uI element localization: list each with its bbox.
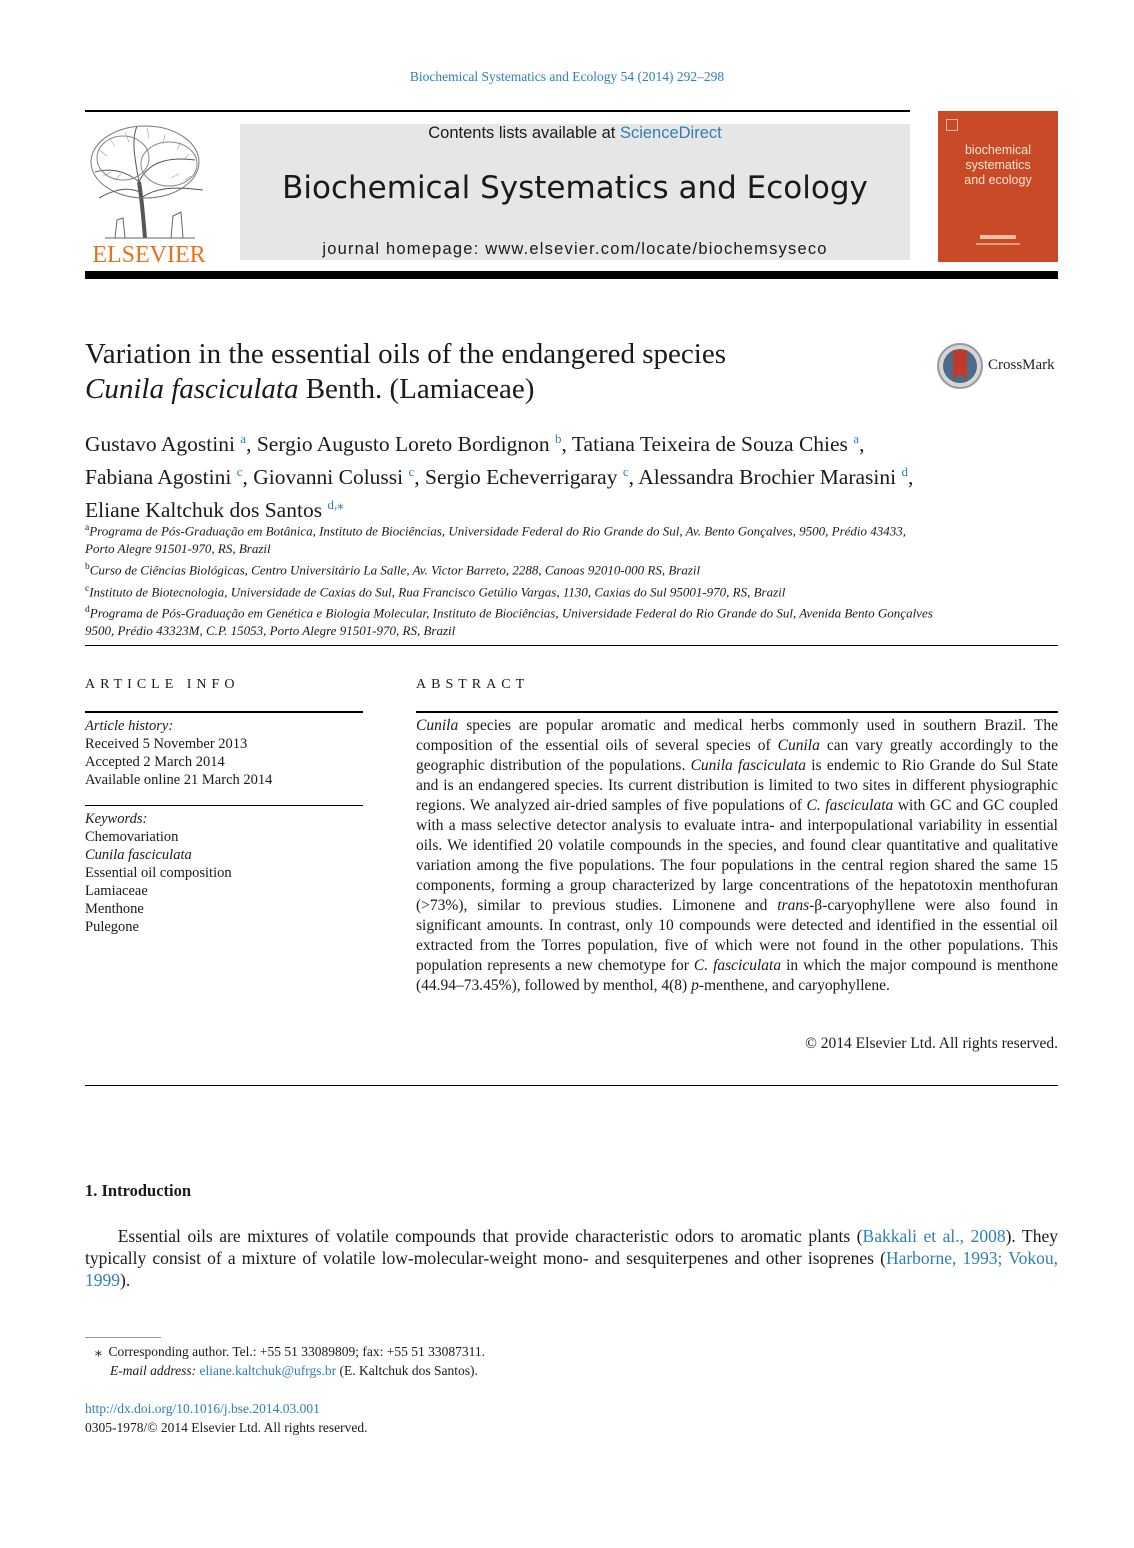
abstract-text: p xyxy=(691,977,699,994)
abstract-text: C. fasciculata xyxy=(806,797,894,814)
author-name: Fabiana Agostini xyxy=(85,465,232,490)
article-title xyxy=(85,337,915,407)
abstract-text: trans xyxy=(777,897,810,914)
abstract-text: -β-caryophyllene were also found in significant amounts. In contrast, only 10 compounds were detected and identified in the essential oil extracted from the Torres population, five of which were not found in the other populations. This population represents a new chemotype for xyxy=(416,897,1058,974)
intro-text: ). They typically consist of a mixture of volatile low-molecular-weight mono- and sesquiterpenes and other isoprenes ( xyxy=(85,1226,1058,1268)
history-label: Article history: xyxy=(85,718,174,734)
crossmark-badge[interactable] xyxy=(936,342,1061,390)
header-top-rule xyxy=(85,110,910,112)
abstract-text: Cunila xyxy=(777,737,820,754)
journal-homepage xyxy=(240,240,910,259)
affiliation-key: b xyxy=(85,562,90,573)
contents-prefix: Contents lists available at xyxy=(428,124,620,142)
abstract-text: Cunila fasciculata xyxy=(690,757,807,774)
header-thick-rule xyxy=(85,271,1058,279)
keyword-item: Cunila fasciculata xyxy=(85,847,192,863)
sciencedirect-link[interactable]: ScienceDirect xyxy=(619,124,722,142)
title-rest: Benth. (Lamiaceae) xyxy=(298,373,535,405)
email-owner: (E. Kaltchuk dos Santos). xyxy=(336,1363,478,1378)
intro-text: ). xyxy=(120,1270,131,1290)
author-name: Eliane Kaltchuk dos Santos xyxy=(85,498,323,523)
keyword-item: Lamiaceae xyxy=(85,883,148,899)
author-affiliation-mark[interactable]: c xyxy=(408,464,415,480)
affiliation-text: Programa de Pós-Graduação em Botânica, Instituto de Biociências, Universidade Federal do Rio Grande do Sul, Av. Bento Gonçalves, 9500, Prédio 43433, Porto Alegre 91501-970, RS, Brazil xyxy=(85,523,907,557)
cover-logo-icon xyxy=(946,119,958,131)
affiliation-text: Instituto de Biotecnologia, Universidade de Caxias do Sul, Rua Francisco Getúlio Vargas, 1130, Caxias do Sul 95001-970, RS, Brazil xyxy=(89,583,786,599)
doi-block xyxy=(85,1399,685,1437)
title-line: Variation in the essential oils of the endangered species xyxy=(85,338,727,370)
author-affiliation-mark[interactable]: b xyxy=(555,431,562,446)
introduction-paragraph xyxy=(85,1225,1058,1291)
cover-title xyxy=(938,143,1058,188)
corresponding-note: ⁎ Corresponding author. Tel.: +55 51 33089809; fax: +55 51 33087311. xyxy=(95,1344,486,1359)
article-info-heading: ARTICLE INFO xyxy=(85,677,240,692)
affiliation-key: c xyxy=(85,583,90,594)
affiliations xyxy=(85,519,935,640)
author-name: Giovanni Colussi xyxy=(253,465,404,490)
journal-title: Biochemical Systematics and Ecology xyxy=(282,170,868,206)
author-affiliation-mark[interactable]: c xyxy=(236,464,243,480)
elsevier-tree-icon xyxy=(85,120,213,265)
contents-line xyxy=(240,124,910,143)
author-affiliation-mark[interactable]: a xyxy=(853,431,860,446)
abstract-text: in which the major compound is menthone (44.94–73.45%), followed by menthol, 4(8) xyxy=(416,957,1058,994)
homepage-prefix: journal homepage: xyxy=(322,240,486,258)
affiliation-item xyxy=(85,519,935,558)
abstract-heading: ABSTRACT xyxy=(416,677,530,692)
elsevier-logo xyxy=(85,120,213,265)
abstract-text: species are popular aromatic and medical herbs commonly used in southern Brazil. The composition of the essential oils of several species of xyxy=(416,717,1058,754)
issn-line: 0305-1978/© 2014 Elsevier Ltd. All rights reserved. xyxy=(85,1420,368,1435)
author-affiliation-mark[interactable]: d,⁎ xyxy=(327,497,344,513)
introduction-heading: 1. Introduction xyxy=(85,1181,192,1200)
email-note xyxy=(85,1361,1058,1380)
keyword-item: Pulegone xyxy=(85,919,139,935)
author-name: Sergio Echeverrigaray xyxy=(425,465,618,490)
corresponding-text: Corresponding author. Tel.: +55 51 33089809; fax: +55 51 33087311. xyxy=(108,1344,486,1359)
cover-publisher-line xyxy=(976,243,1020,245)
homepage-url[interactable]: www.elsevier.com/locate/biochemsyseco xyxy=(485,240,828,258)
affiliation-item xyxy=(85,580,935,601)
author-affiliation-mark[interactable]: c xyxy=(622,464,629,480)
author-name: Alessandra Brochier Marasini xyxy=(638,465,897,490)
affiliation-key: d xyxy=(85,604,90,615)
crossmark-label: CrossMark xyxy=(988,357,1055,373)
affiliation-text: Curso de Ciências Biológicas, Centro Universitário La Salle, Av. Victor Barreto, 2288, Canoas 92010-000 RS, Brazil xyxy=(89,562,701,578)
cover-line: and ecology xyxy=(964,173,1032,187)
author-name: Sergio Augusto Loreto Bordignon xyxy=(256,432,550,457)
footnotes xyxy=(85,1342,1058,1380)
affiliation-item xyxy=(85,558,935,579)
abstract-text: with GC and GC coupled with a mass selective detector analysis to evaluate intra- and interpopulational variability in essential oils. We identified 20 volatile compounds in the species, and found clear quantitative and qualitative variation among the five populations. The four populations in the central region shared the same 15 components, forming a group characterized by large concentrations of the hepatotoxin menthofuran (>73%), similar to previous studies. Limonene and xyxy=(416,797,1058,914)
online-date: Available online 21 March 2014 xyxy=(85,772,273,788)
crossmark-icon xyxy=(936,342,984,390)
abstract-text: -menthene, and caryophyllene. xyxy=(698,977,890,994)
citation-link[interactable]: Harborne, 1993; Vokou, 1999 xyxy=(85,1248,1058,1290)
cover-line: biochemical xyxy=(964,143,1031,157)
affiliation-key: a xyxy=(85,523,90,533)
received-date: Received 5 November 2013 xyxy=(85,736,248,752)
author-list: Gustavo Agostini $^a$, Sergio Augusto Loreto Bordignon $^b$, Tatiana Teixeira de Souza Chies $^a$, Fabiana Agostini $^c$, Giovanni Colussi $^c$, Sergio Echeverrigaray $^c$, Alessandra Brochier Marasini $^d$, Eliane Kaltchuk dos Santos $^{d,⁎}$ xyxy=(85,431,914,523)
author-affiliation-mark[interactable]: a xyxy=(240,431,247,446)
keyword-item: Menthone xyxy=(85,901,144,917)
abstract-body xyxy=(416,716,1058,996)
cover-publisher-mark xyxy=(980,235,1016,239)
abstract-text: can vary greatly accordingly to the geographic distribution of the populations. xyxy=(416,737,1058,774)
doi-link[interactable]: http://dx.doi.org/10.1016/j.bse.2014.03.001 xyxy=(85,1401,320,1416)
journal-reference[interactable]: Biochemical Systematics and Ecology 54 (2014) 292–298 xyxy=(409,69,725,84)
journal-cover[interactable] xyxy=(938,111,1058,262)
abstract-copyright: © 2014 Elsevier Ltd. All rights reserved. xyxy=(805,1035,1058,1052)
abstract-text: is endemic to Rio Grande do Sul State and is an endangered species. Its current distribution is limited to two sites in different physiographic regions. We analyzed air-dried samples of five populations of xyxy=(416,757,1059,814)
cover-line: systematics xyxy=(965,158,1031,172)
affiliations-rule xyxy=(85,645,1058,646)
keywords-label: Keywords: xyxy=(85,811,148,827)
accepted-date: Accepted 2 March 2014 xyxy=(85,754,225,770)
abstract-text: Cunila xyxy=(416,717,459,734)
abstract-text: C. fasciculata xyxy=(693,957,782,974)
affiliation-text: Programa de Pós-Graduação em Genética e Biologia Molecular, Instituto de Biociências, Universidade Federal do Rio Grande do Sul, Avenida Bento Gonçalves 9500, Prédio 43323M, C.P. 15053, Porto Alegre 91501-970, RS, Brazil xyxy=(85,605,933,639)
citation-link[interactable]: Bakkali et al., 2008 xyxy=(862,1226,1006,1246)
footnote-rule xyxy=(85,1337,161,1338)
email-link[interactable]: eliane.kaltchuk@ufrgs.br xyxy=(199,1363,337,1378)
title-species: Cunila fasciculata xyxy=(85,373,299,405)
affiliation-item xyxy=(85,601,935,640)
keyword-item: Essential oil composition xyxy=(85,865,232,881)
keywords xyxy=(85,810,365,936)
keyword-item: Chemovariation xyxy=(85,829,179,845)
author-name: Tatiana Teixeira de Souza Chies xyxy=(571,432,848,457)
keywords-rule xyxy=(85,805,363,806)
intro-text: Essential oils are mixtures of volatile compounds that provide characteristic odors to aromatic plants ( xyxy=(85,1226,863,1246)
abstract-bottom-rule xyxy=(85,1085,1058,1086)
email-label: E-mail address: xyxy=(110,1363,197,1378)
article-info-rule xyxy=(85,711,363,713)
article-history xyxy=(85,717,365,789)
author-affiliation-mark[interactable]: d xyxy=(901,464,908,480)
abstract-rule xyxy=(416,711,1058,713)
author-name: Gustavo Agostini xyxy=(85,432,235,457)
title-line xyxy=(85,372,915,407)
svg-text:ELSEVIER: ELSEVIER xyxy=(92,242,206,265)
